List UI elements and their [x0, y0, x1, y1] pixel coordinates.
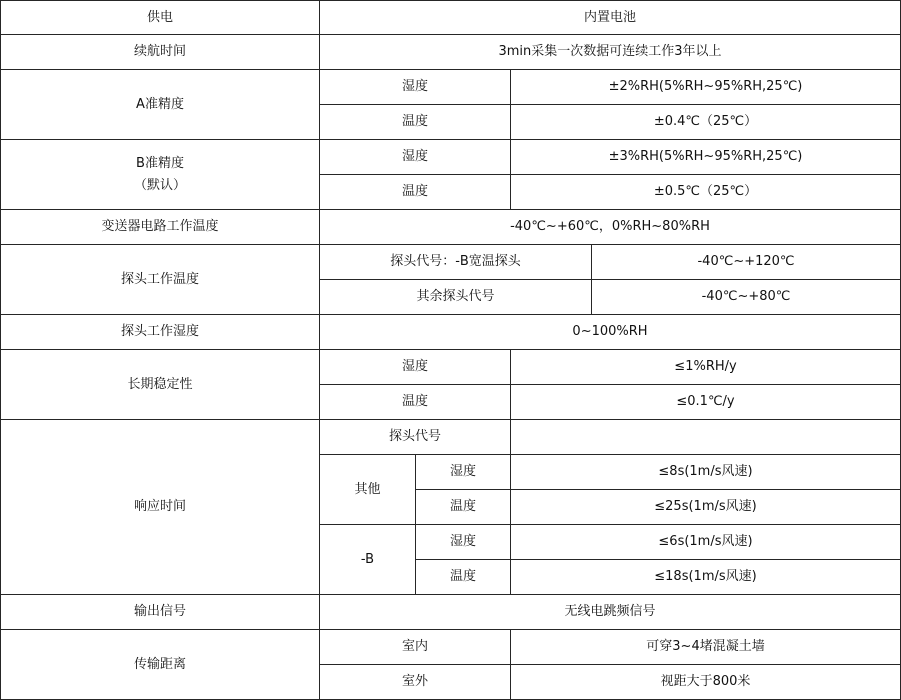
accuracy-b-temperature-value: ±0.5℃（25℃） [511, 175, 901, 210]
response-label: 响应时间 [0, 420, 320, 595]
response-other-humidity-value: ≤8s(1m/s风速) [511, 455, 901, 490]
distance-label: 传输距离 [0, 630, 320, 700]
distance-indoor-value: 可穿3~4堵混凝土墙 [511, 630, 901, 665]
probe-humidity-label: 探头工作湿度 [0, 315, 320, 350]
stability-temperature-value: ≤0.1℃/y [511, 385, 901, 420]
response-other-humidity-label: 湿度 [416, 455, 511, 490]
accuracy-a-temperature-label: 温度 [320, 105, 511, 140]
accuracy-a-temperature-value: ±0.4℃（25℃） [511, 105, 901, 140]
accuracy-b-cell [0, 140, 320, 210]
power-value: 内置电池 [320, 0, 901, 35]
endurance-label: 续航时间 [0, 35, 320, 70]
accuracy-b-humidity-label: 湿度 [320, 140, 511, 175]
probe-temp-b-value: -40℃~+120℃ [592, 245, 901, 280]
accuracy-b-temperature-label: 温度 [320, 175, 511, 210]
output-label: 输出信号 [0, 595, 320, 630]
probe-temp-b-label: 探头代号：-B宽温探头 [320, 245, 592, 280]
response-other-temperature-label: 温度 [416, 490, 511, 525]
probe-temp-other-label: 其余探头代号 [320, 280, 592, 315]
response-b-temperature-label: 温度 [416, 560, 511, 595]
distance-outdoor-value: 视距大于800米 [511, 665, 901, 700]
response-b-label: -B [320, 525, 416, 595]
probe-temp-label: 探头工作温度 [0, 245, 320, 315]
stability-label: 长期稳定性 [0, 350, 320, 420]
accuracy-a-humidity-value: ±2%RH(5%RH~95%RH,25℃) [511, 70, 901, 105]
distance-indoor-label: 室内 [320, 630, 511, 665]
response-other-label: 其他 [320, 455, 416, 525]
power-label: 供电 [0, 0, 320, 35]
distance-outdoor-label: 室外 [320, 665, 511, 700]
endurance-value: 3min采集一次数据可连续工作3年以上 [320, 35, 901, 70]
transmitter-temp-label: 变送器电路工作温度 [0, 210, 320, 245]
accuracy-a-humidity-label: 湿度 [320, 70, 511, 105]
response-probe-code-empty [511, 420, 901, 455]
stability-humidity-label: 湿度 [320, 350, 511, 385]
stability-temperature-label: 温度 [320, 385, 511, 420]
probe-temp-other-value: -40℃~+80℃ [592, 280, 901, 315]
output-value: 无线电跳频信号 [320, 595, 901, 630]
response-probe-code-label: 探头代号 [320, 420, 511, 455]
probe-humidity-value: 0~100%RH [320, 315, 901, 350]
stability-humidity-value: ≤1%RH/y [511, 350, 901, 385]
accuracy-b-label: B准精度 [136, 155, 184, 171]
response-b-temperature-value: ≤18s(1m/s风速) [511, 560, 901, 595]
accuracy-a-label: A准精度 [0, 70, 320, 140]
accuracy-b-humidity-value: ±3%RH(5%RH~95%RH,25℃) [511, 140, 901, 175]
response-b-humidity-label: 湿度 [416, 525, 511, 560]
response-other-temperature-value: ≤25s(1m/s风速) [511, 490, 901, 525]
accuracy-b-note: （默认） [133, 177, 186, 193]
transmitter-temp-value: -40℃~+60℃，0%RH~80%RH [320, 210, 901, 245]
response-b-humidity-value: ≤6s(1m/s风速) [511, 525, 901, 560]
